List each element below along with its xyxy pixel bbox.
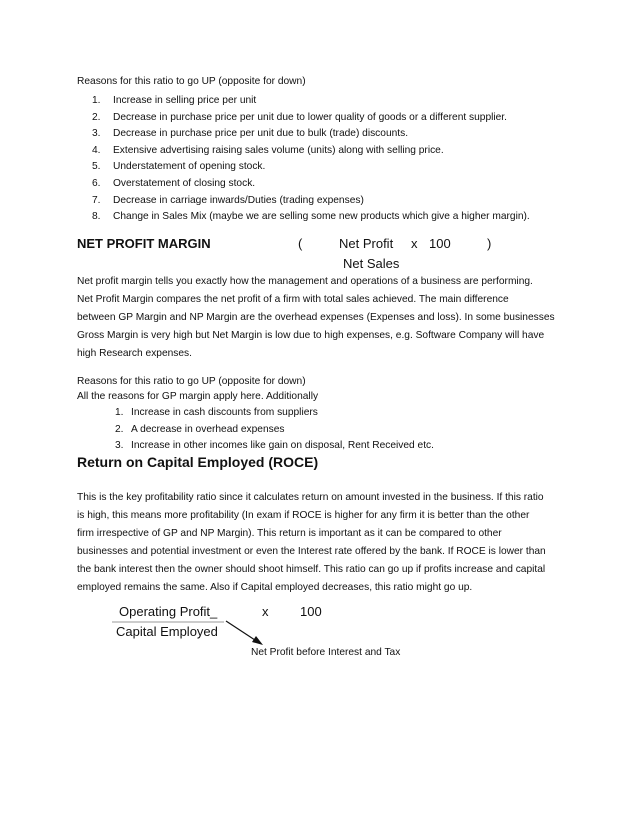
- paragraph-line: firm irrespective of GP and NP Margin). This return is important as it can be compared to other: [77, 527, 502, 539]
- paragraph-line: This is the key profitability ratio since it calculates return on amount invested in the business. If this ratio: [77, 492, 544, 503]
- paragraph-line: Net Profit Margin compares the net profit of a firm with total sales achieved. The main difference: [77, 293, 509, 305]
- npm-numerator: Net Profit: [339, 236, 394, 251]
- list-item: [92, 159, 530, 176]
- list-number: 5.: [92, 161, 101, 173]
- list-text: Understatement of opening stock.: [113, 161, 266, 173]
- list-number: 4.: [92, 144, 101, 156]
- list-item: [92, 93, 530, 110]
- npm-heading: NET PROFIT MARGIN: [77, 236, 211, 251]
- list-number: 6.: [92, 177, 101, 189]
- paragraph-line: is high, this means more profitability (In exam if ROCE is higher for any firm it is better than the other: [77, 509, 530, 521]
- list-item: [115, 405, 434, 422]
- list-number: 2.: [115, 423, 124, 435]
- list-item: [92, 209, 530, 226]
- list-item: [92, 110, 530, 127]
- list-number: 8.: [92, 211, 101, 223]
- list-text: Increase in other incomes like gain on disposal, Rent Received etc.: [131, 440, 434, 452]
- paragraph-line: businesses and potential investment or even the Interest rate offered by the bank. If ROCE is lower than: [77, 545, 546, 557]
- list-text: Increase in cash discounts from suppliers: [131, 407, 318, 418]
- npm-denominator: Net Sales: [343, 256, 400, 271]
- list-number: 7.: [92, 194, 101, 206]
- roce-times: x: [262, 604, 269, 619]
- gp-reasons-intro: Reasons for this ratio to go UP (opposite for down): [77, 76, 306, 87]
- paragraph-line: between GP Margin and NP Margin are the overhead expenses (Expenses and loss). In some businesses: [77, 311, 555, 323]
- list-item: [92, 193, 530, 210]
- paragraph-line: Net profit margin tells you exactly how the management and operations of a business are performing.: [77, 276, 533, 287]
- gp-reasons-list: [92, 93, 530, 226]
- npm-multiplier: 100: [429, 236, 451, 251]
- npm-reasons-list: [115, 405, 434, 455]
- arrow-line: [226, 621, 258, 642]
- list-number: 2.: [92, 111, 101, 123]
- paragraph-line: employed remains the same. Also if Capital employed decreases, this ratio might go up.: [77, 581, 473, 593]
- roce-heading: Return on Capital Employed (ROCE): [77, 454, 319, 470]
- list-item: [115, 422, 434, 439]
- roce-denominator: Capital Employed: [116, 624, 218, 639]
- paragraph-line: Gross Margin is very high but Net Margin is low due to high expenses, e.g. Software Company will have: [77, 329, 545, 341]
- list-text: Increase in selling price per unit: [113, 95, 257, 106]
- list-item: [92, 176, 530, 193]
- npm-times: x: [411, 236, 418, 251]
- npm-paragraph: [77, 273, 577, 363]
- list-text: Extensive advertising raising sales volume (units) along with selling price.: [113, 144, 444, 156]
- roce-paragraph: [77, 489, 617, 596]
- paragraph-line: high Research expenses.: [77, 347, 192, 359]
- npm-open-paren: (: [298, 236, 303, 251]
- list-text: A decrease in overhead expenses: [131, 423, 285, 435]
- list-item: [92, 143, 530, 160]
- list-item: [115, 438, 434, 455]
- list-text: Overstatement of closing stock.: [113, 177, 256, 189]
- list-text: Change in Sales Mix (maybe we are selling some new products which give a higher margin).: [113, 211, 530, 223]
- npm-reasons-note: All the reasons for GP margin apply here. Additionally: [77, 391, 319, 402]
- npm-close-paren: ): [487, 236, 492, 251]
- npm-reasons-intro: Reasons for this ratio to go UP (opposite for down): [77, 376, 306, 387]
- list-item: [92, 126, 530, 143]
- list-number: 3.: [115, 440, 124, 452]
- roce-numerator: Operating Profit_: [119, 604, 218, 619]
- list-text: Decrease in purchase price per unit due to lower quality of goods or a different supplier.: [113, 111, 507, 123]
- list-text: Decrease in purchase price per unit due to bulk (trade) discounts.: [113, 128, 409, 140]
- list-number: 1.: [115, 407, 124, 418]
- list-text: Decrease in carriage inwards/Duties (trading expenses): [113, 194, 364, 206]
- paragraph-line: the bank interest then the owner should shoot himself. This ratio can go up if profits increase and capital: [77, 563, 546, 575]
- roce-multiplier: 100: [300, 604, 322, 619]
- list-number: 3.: [92, 128, 101, 140]
- roce-arrow-note: Net Profit before Interest and Tax: [251, 647, 401, 658]
- list-number: 1.: [92, 95, 101, 106]
- arrow-head-icon: [252, 636, 263, 645]
